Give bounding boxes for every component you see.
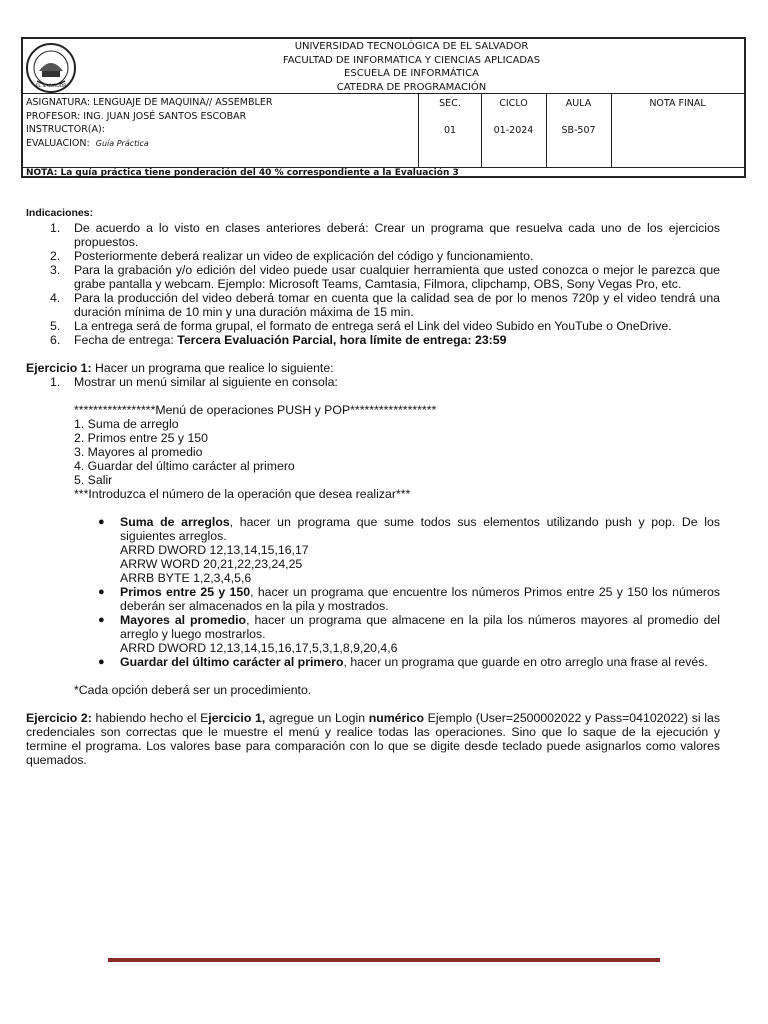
aula-cell <box>546 94 612 167</box>
code-line: ARRD DWORD 12,13,14,15,16,17,5,3,1,8,9,20,4,6 <box>120 641 398 655</box>
institution-titles <box>79 40 744 94</box>
console-menu <box>26 403 720 501</box>
list-item: 3. Para la grabación y/o edición del video puede usar cualquier herramienta que usted conozca o mejor le parezca que grabe pantalla y webcam. Ejemplo: Microsoft Teams, Camtasia, Filmora, clipchamp, OBS, Sony Vegas Pro, etc. <box>50 263 720 291</box>
sec-cell <box>419 94 482 167</box>
document-body <box>26 206 720 767</box>
operations-list <box>26 515 720 669</box>
chair-name: CATEDRA DE PROGRAMACIÓN <box>336 81 487 93</box>
list-item: 2. Posteriormente deberá realizar un video de explicación del código y funcionamiento. <box>50 249 534 263</box>
list-item: ● Suma de arreglos, hacer un programa que sume todos sus elementos utilizando push y pop. De los siguientes arreglos. ARRD DWORD 12,13,14,15,16,17 ARRW WORD 20,21,22,23,24,25 ARRB BYTE 1,2,3,4,5,6 <box>98 515 720 585</box>
school-name: ESCUELA DE INFORMÁTICA <box>344 68 479 79</box>
ciclo-value: 01-2024 <box>493 125 534 136</box>
sec-value: 01 <box>443 125 457 136</box>
university-name: UNIVERSIDAD TECNOLÓGICA DE EL SALVADOR <box>294 41 529 52</box>
header-table <box>21 37 746 178</box>
course-info-row <box>23 93 744 168</box>
menu-line: 2. Primos entre 25 y 150 <box>74 431 208 445</box>
list-item: 6. Fecha de entrega: Tercera Evaluación Parcial, hora límite de entrega: 23:59 <box>50 333 507 347</box>
aula-value: SB-507 <box>561 125 596 136</box>
faculty-name: FACULTAD DE INFORMATICA Y CIENCIAS APLICADAS <box>282 54 541 66</box>
list-item: 5. La entrega será de forma grupal, el formato de entrega será el Link del video Subido en YouTube o OneDrive. <box>50 319 672 333</box>
code-line: ARRD DWORD 12,13,14,15,16,17 <box>120 543 309 557</box>
profesor: PROFESOR: ING. JUAN JOSÉ SANTOS ESCOBAR <box>26 110 247 122</box>
indicaciones-list <box>26 221 720 347</box>
menu-line: 1. Suma de arreglo <box>74 417 179 431</box>
menu-line: 3. Mayores al promedio <box>74 445 203 459</box>
code-line: ARRB BYTE 1,2,3,4,5,6 <box>120 571 252 585</box>
list-item: ● Primos entre 25 y 150, hacer un programa que encuentre los números Primos entre 25 y 150 los números deberán ser almacenados en la pila y mostrados. <box>98 585 720 613</box>
code-line: ARRW WORD 20,21,22,23,24,25 <box>120 557 303 571</box>
ciclo-cell <box>481 94 547 167</box>
ejercicio-1-heading: Ejercicio 1: Hacer un programa que realice lo siguiente: <box>26 361 334 375</box>
svg-text:EL SALVADOR: EL SALVADOR <box>35 84 67 89</box>
indicaciones-title: Indicaciones: <box>26 207 94 219</box>
list-item: ● Mayores al promedio, hacer un programa que almacene en la pila los números mayores al promedio del arreglo y luego mostrarlos. ARRD DWORD 12,13,14,15,16,17,5,3,1,8,9,20,4,6 <box>98 613 721 655</box>
instructor: INSTRUCTOR(A): <box>26 124 105 135</box>
footer-divider <box>108 958 660 962</box>
menu-line: 5. Salir <box>74 473 113 487</box>
menu-line: ***Introduzca el número de la operación que desea realizar*** <box>74 487 411 501</box>
evaluacion: EVALUACION: Guía Práctica <box>26 137 149 149</box>
list-item: 1. Mostrar un menú similar al siguiente en consola: <box>50 375 338 389</box>
list-item: 4. Para la producción del video deberá tomar en cuenta que la calidad sea de por lo menos 720p y el video tendrá una duración mínima de 10 min y una duración máxima de 15 min. <box>50 291 720 319</box>
university-seal-icon <box>25 41 77 95</box>
nota-ponderacion: NOTA: La guía práctica tiene ponderación del 40 % correspondiente a la Evaluación 3 <box>26 168 459 178</box>
nota-final-cell <box>611 94 744 167</box>
course-details <box>23 94 419 167</box>
procedure-note: *Cada opción deberá ser un procedimiento. <box>74 683 312 697</box>
menu-line: *****************Menú de operaciones PUSH y POP****************** <box>74 403 437 417</box>
aula-label: AULA <box>565 98 592 109</box>
ejercicio-2-paragraph: Ejercicio 2: habiendo hecho el Ejercicio 1, agregue un Login numérico Ejemplo (User=2500002022 y Pass=04102022) si las credenciales son correctas que le muestre el menú y realice todas las operaciones. Sino que lo saque de la ejecución y termine el programa. Los valores base para comparación con lo que se digite desde teclado puede asignarlos como valores quemados. <box>26 711 720 767</box>
ejercicio-1-steps <box>26 375 720 389</box>
sec-label: SEC. <box>439 98 461 109</box>
nota-final-label: NOTA FINAL <box>649 98 706 109</box>
ciclo-label: CICLO <box>499 98 528 109</box>
list-item: ● Guardar del último carácter al primero, hacer un programa que guarde en otro arreglo una frase al revés. <box>98 655 708 669</box>
list-item: 1. De acuerdo a lo visto en clases anteriores deberá: Crear un programa que resuelva cada uno de los ejercicios propuestos. <box>50 221 720 249</box>
menu-line: 4. Guardar del último carácter al primero <box>74 459 295 473</box>
asignatura: ASIGNATURA: LENGUAJE DE MAQUINA// ASSEMBLER <box>26 97 273 108</box>
